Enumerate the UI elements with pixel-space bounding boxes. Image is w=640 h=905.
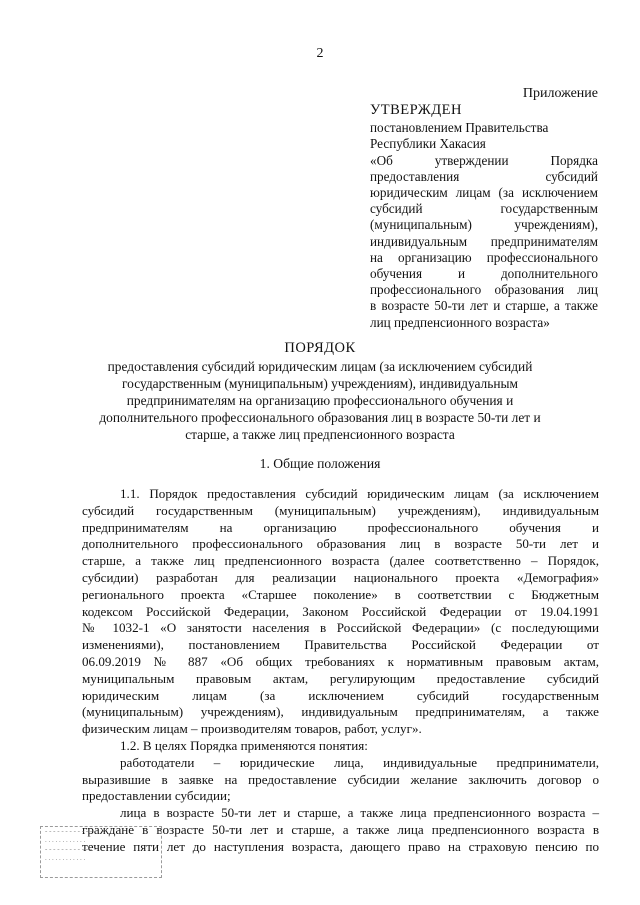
approval-heading: УТВЕРЖДЕН xyxy=(370,102,462,118)
approval-line: (муниципальным) учреждениям), xyxy=(370,217,598,233)
body-line: граждане в возрасте 50-ти лет и старше, а также лица предпенсионного возраста в xyxy=(82,821,599,837)
section-heading: 1. Общие положения xyxy=(259,456,381,471)
body-line: юридическим лицам (за исключением субсидий государственным xyxy=(82,687,599,703)
approval-line: юридическим лицам (за исключением xyxy=(370,185,598,201)
body-line: 06.09.2019 № 887 «Об общих требованиях к нормативным правовым актам, xyxy=(82,653,599,669)
approval-line: Республики Хакасия xyxy=(370,136,486,152)
body-line: (муниципальным) учреждениям), индивидуальным предпринимателям, а также xyxy=(82,704,599,720)
body-line: физическим лицам – производителям товаров, работ, услуг». xyxy=(82,721,422,737)
body-line: № 1032-1 «О занятости населения в Российской Федерации» (с последующими xyxy=(82,620,599,636)
body-line: регионального проекта «Старшее поколение» в соответствии с Бюджетным xyxy=(82,586,599,602)
approval-line: постановлением Правительства xyxy=(370,120,549,136)
body-line: 1.1. Порядок предоставления субсидий юридическим лицам (за исключением xyxy=(120,486,599,501)
page-number: 2 xyxy=(316,46,324,61)
body-line: предпринимателям на организацию профессионального обучения и xyxy=(82,519,599,535)
body-line: субсидии) разработан для реализации национального проекта «Демография» xyxy=(82,569,599,585)
approval-line: профессионального образования лиц xyxy=(370,282,598,298)
body-line: течение пяти лет до наступления возраста, дающего право на страховую пенсию по xyxy=(82,838,599,854)
approval-line: «Об утверждении Порядка xyxy=(370,152,598,168)
body-line: старше, а также лиц предпенсионного возраста (далее соответственно – Порядок, xyxy=(82,553,599,569)
document-subtitle xyxy=(60,358,580,443)
body-line: муниципальным правовым актам, регулирующим предоставление субсидий xyxy=(82,670,599,686)
subtitle-line: предоставления субсидий юридическим лицам (за исключением субсидий xyxy=(107,359,533,374)
body-line: изменениями), постановлением Правительства Российской Федерации от xyxy=(82,637,599,653)
approval-lines xyxy=(370,120,598,331)
body-line: предоставлении субсидии; xyxy=(82,788,231,804)
subtitle-line: старше, а также лиц предпенсионного возраста xyxy=(185,427,455,442)
body-line: 1.2. В целях Порядка применяются понятия: xyxy=(120,737,368,753)
document-title: ПОРЯДОК xyxy=(284,340,356,356)
subtitle-line: дополнительного профессионального образования лиц в возрасте 50-ти лет и xyxy=(99,410,541,425)
body-text xyxy=(82,486,599,856)
scan-stamp-mark: - - - - - - - - - - - - - . . . . . . . . . . . . - - - - - - - - - - - - - . . . . . . . . . . . . xyxy=(40,826,162,878)
approval-line: в возрасте 50-ти лет и старше, а также xyxy=(370,298,598,314)
approval-line: обучения и дополнительного xyxy=(370,266,598,282)
approval-line: предоставления субсидий xyxy=(370,168,598,184)
body-line: дополнительного профессионального образования лиц в возрасте 50-ти лет и xyxy=(82,536,599,552)
approval-block xyxy=(370,102,598,331)
approval-line: на организацию профессионального xyxy=(370,249,598,265)
body-line: кодексом Российской Федерации, Законом Российской Федерации от 19.04.1991 xyxy=(82,603,599,619)
body-line: выразившие в заявке на предоставление субсидии желание заключить договор о xyxy=(82,771,599,787)
approval-line: лиц предпенсионного возраста» xyxy=(370,314,550,330)
body-line: лица в возрасте 50-ти лет и старше, а также лица предпенсионного возраста – xyxy=(120,805,599,821)
subtitle-line: предпринимателям на организацию профессионального обучения и xyxy=(126,393,514,408)
subtitle-line: государственным (муниципальным) учреждениям), индивидуальным xyxy=(122,376,518,391)
approval-line: субсидий государственным xyxy=(370,201,598,217)
appendix-label: Приложение xyxy=(522,86,598,101)
body-line: субсидий государственным (муниципальным) учреждениям), индивидуальным xyxy=(82,502,599,518)
approval-line: индивидуальным предпринимателям xyxy=(370,233,598,249)
body-line: работодатели – юридические лица, индивидуальные предприниматели, xyxy=(120,754,599,770)
